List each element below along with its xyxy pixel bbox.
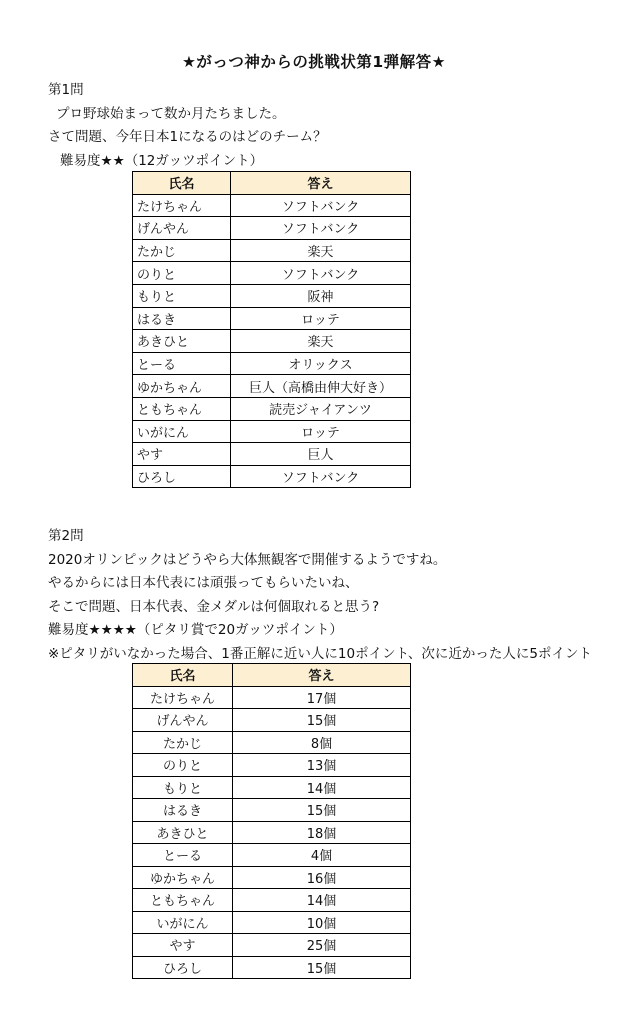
cell-answer: 15個 xyxy=(233,709,411,732)
question-2-difficulty: 難易度★★★★（ピタリ賞で20ガッツポイント） xyxy=(48,622,343,638)
cell-name: のりと xyxy=(133,262,231,285)
cell-name: ひろし xyxy=(133,956,233,979)
header-answer: 答え xyxy=(231,172,411,195)
question-1-text xyxy=(48,79,327,173)
cell-answer: 4個 xyxy=(233,844,411,867)
table-row xyxy=(133,709,411,732)
question-1-heading: 第1問 xyxy=(48,82,84,98)
cell-answer: 読売ジャイアンツ xyxy=(231,397,411,420)
table-row xyxy=(133,821,411,844)
cell-name: ゆかちゃん xyxy=(133,375,231,398)
cell-name: もりと xyxy=(133,776,233,799)
table-row xyxy=(133,307,411,330)
cell-name: やす xyxy=(133,443,231,466)
cell-name: いがにん xyxy=(133,420,231,443)
cell-answer: 10個 xyxy=(233,911,411,934)
cell-answer: オリックス xyxy=(231,352,411,375)
cell-name: はるき xyxy=(133,307,231,330)
table-row xyxy=(133,866,411,889)
question-2-line-3: そこで問題、日本代表、金メダルは何個取れると思う? xyxy=(48,598,380,615)
question-2-answer-table xyxy=(132,663,411,979)
table-row xyxy=(133,443,411,466)
cell-name: ひろし xyxy=(133,465,231,488)
cell-answer: 14個 xyxy=(233,776,411,799)
cell-answer: 楽天 xyxy=(231,330,411,353)
table-row xyxy=(133,239,411,262)
question-2-line-2: やるからには日本代表には頑張ってもらいたいね、 xyxy=(48,575,359,591)
table-row xyxy=(133,465,411,488)
table-row xyxy=(133,889,411,912)
table-row xyxy=(133,844,411,867)
question-1-answer-table xyxy=(132,171,411,488)
question-1-difficulty: 難易度★★（12ガッツポイント） xyxy=(60,152,264,169)
cell-name: のりと xyxy=(133,754,233,777)
header-name: 氏名 xyxy=(133,172,231,195)
cell-name: いがにん xyxy=(133,911,233,934)
cell-name: やす xyxy=(133,934,233,957)
cell-answer: 楽天 xyxy=(231,239,411,262)
cell-answer: ロッテ xyxy=(231,307,411,330)
question-2-line-1: 2020オリンピックはどうやら大体無観客で開催するようですね。 xyxy=(48,551,447,568)
table-row xyxy=(133,956,411,979)
header-name: 氏名 xyxy=(133,664,233,687)
cell-answer: ソフトバンク xyxy=(231,194,411,217)
table-row xyxy=(133,420,411,443)
cell-answer: ソフトバンク xyxy=(231,262,411,285)
cell-name: もりと xyxy=(133,284,231,307)
cell-answer: 15個 xyxy=(233,956,411,979)
cell-answer: 巨人 xyxy=(231,443,411,466)
cell-answer: 13個 xyxy=(233,754,411,777)
cell-name: ともちゃん xyxy=(133,889,233,912)
table-row xyxy=(133,686,411,709)
cell-name: はるき xyxy=(133,799,233,822)
cell-name: たけちゃん xyxy=(133,686,233,709)
cell-answer: ロッテ xyxy=(231,420,411,443)
question-2-note: ※ピタリがいなかった場合、1番正解に近い人に10ポイント、次に近かった人に5ポイント xyxy=(48,645,592,662)
cell-answer: 巨人（高橋由伸大好き） xyxy=(231,375,411,398)
cell-answer: 8個 xyxy=(233,731,411,754)
cell-name: とーる xyxy=(133,844,233,867)
table-row xyxy=(133,397,411,420)
table-row xyxy=(133,284,411,307)
table-row xyxy=(133,194,411,217)
table-row xyxy=(133,375,411,398)
cell-name: たけちゃん xyxy=(133,194,231,217)
table-row xyxy=(133,799,411,822)
cell-answer: 15個 xyxy=(233,799,411,822)
table-row xyxy=(133,330,411,353)
table-header-row xyxy=(133,664,411,687)
table-row xyxy=(133,754,411,777)
cell-name: とーる xyxy=(133,352,231,375)
cell-name: げんやん xyxy=(133,709,233,732)
question-2-heading: 第2問 xyxy=(48,528,84,544)
table-row xyxy=(133,262,411,285)
table-row xyxy=(133,776,411,799)
cell-name: あきひと xyxy=(133,821,233,844)
header-answer: 答え xyxy=(233,664,411,687)
cell-answer: ソフトバンク xyxy=(231,217,411,240)
table-row xyxy=(133,731,411,754)
cell-answer: 17個 xyxy=(233,686,411,709)
cell-answer: 14個 xyxy=(233,889,411,912)
cell-answer: 25個 xyxy=(233,934,411,957)
cell-answer: 18個 xyxy=(233,821,411,844)
cell-answer: 16個 xyxy=(233,866,411,889)
table-row xyxy=(133,911,411,934)
question-1-line-1: プロ野球始まって数か月たちました。 xyxy=(56,105,286,122)
table-row xyxy=(133,352,411,375)
page-title: ★がっつ神からの挑戦状第1弾解答★ xyxy=(181,53,447,71)
table-header-row xyxy=(133,172,411,195)
cell-name: たかじ xyxy=(133,239,231,262)
cell-name: ともちゃん xyxy=(133,397,231,420)
question-2-text xyxy=(48,525,592,666)
cell-name: たかじ xyxy=(133,731,233,754)
cell-answer: 阪神 xyxy=(231,284,411,307)
cell-name: げんやん xyxy=(133,217,231,240)
cell-name: ゆかちゃん xyxy=(133,866,233,889)
question-1-line-2: さて問題、今年日本1になるのはどのチーム？ xyxy=(48,129,327,145)
table-row xyxy=(133,217,411,240)
table-row xyxy=(133,934,411,957)
cell-name: あきひと xyxy=(133,330,231,353)
cell-answer: ソフトバンク xyxy=(231,465,411,488)
